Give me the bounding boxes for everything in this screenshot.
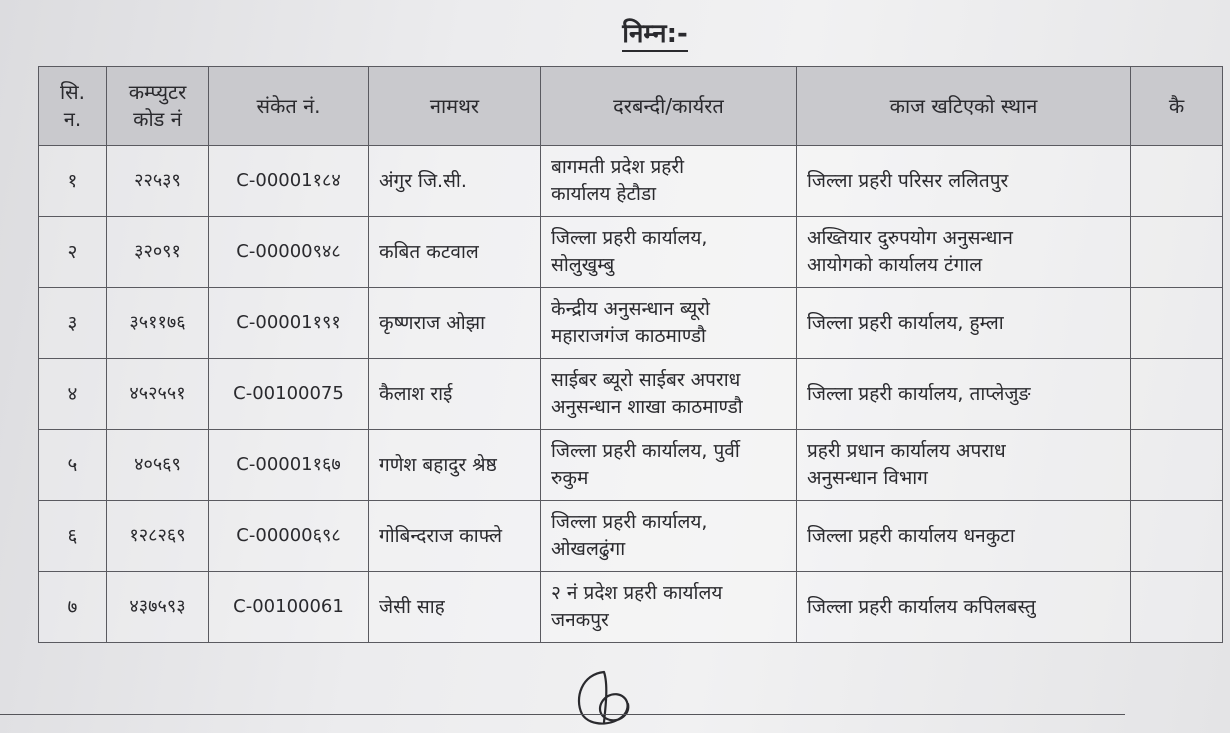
- cell-deputation-place: अख्तियार दुरुपयोग अनुसन्धान आयोगको कार्यालय टंगाल: [797, 217, 1131, 288]
- cell-remarks: [1131, 288, 1223, 359]
- personnel-table: [38, 66, 1223, 643]
- table-row: [39, 359, 1223, 430]
- cell-reference-number: C-00001१६७: [209, 430, 369, 501]
- table-row: [39, 572, 1223, 643]
- cell-computer-code: ३२०९१: [107, 217, 209, 288]
- cell-name: गणेश बहादुर श्रेष्ठ: [369, 430, 541, 501]
- table-row: [39, 430, 1223, 501]
- cell-serial: १: [39, 146, 107, 217]
- cell-name: अंगुर जि.सी.: [369, 146, 541, 217]
- cell-reference-number: C-00001१८४: [209, 146, 369, 217]
- signature-mark: [568, 664, 640, 730]
- cell-name: गोबिन्दराज काफ्ले: [369, 501, 541, 572]
- table-row: [39, 501, 1223, 572]
- cell-post: २ नं प्रदेश प्रहरी कार्यालय जनकपुर: [541, 572, 797, 643]
- table-row: [39, 146, 1223, 217]
- cell-deputation-place: जिल्ला प्रहरी कार्यालय धनकुटा: [797, 501, 1131, 572]
- cell-computer-code: १२८२६९: [107, 501, 209, 572]
- header-deputation-place: काज खटिएको स्थान: [797, 67, 1131, 146]
- cell-deputation-place: जिल्ला प्रहरी कार्यालय, हुम्ला: [797, 288, 1131, 359]
- page-title: निम्न:-: [0, 14, 1230, 50]
- cell-name: कैलाश राई: [369, 359, 541, 430]
- header-computer-code: कम्प्युटर कोड नं: [107, 67, 209, 146]
- cell-deputation-place: प्रहरी प्रधान कार्यालय अपराध अनुसन्धान विभाग: [797, 430, 1131, 501]
- cell-remarks: [1131, 217, 1223, 288]
- cell-reference-number: C-00100075: [209, 359, 369, 430]
- cell-post: जिल्ला प्रहरी कार्यालय, ओखलढुंगा: [541, 501, 797, 572]
- cell-computer-code: २२५३९: [107, 146, 209, 217]
- cell-reference-number: C-00100061: [209, 572, 369, 643]
- cell-reference-number: C-00001१९१: [209, 288, 369, 359]
- cell-name: जेसी साह: [369, 572, 541, 643]
- cell-computer-code: ३५११७६: [107, 288, 209, 359]
- cell-deputation-place: जिल्ला प्रहरी परिसर ललितपुर: [797, 146, 1131, 217]
- cell-serial: ३: [39, 288, 107, 359]
- cell-post: जिल्ला प्रहरी कार्यालय, सोलुखुम्बु: [541, 217, 797, 288]
- cell-remarks: [1131, 430, 1223, 501]
- signature-line: [0, 714, 1125, 715]
- cell-remarks: [1131, 501, 1223, 572]
- cell-computer-code: ४५२५५१: [107, 359, 209, 430]
- table-row: [39, 288, 1223, 359]
- cell-computer-code: ४३७५९३: [107, 572, 209, 643]
- cell-deputation-place: जिल्ला प्रहरी कार्यालय कपिलबस्तु: [797, 572, 1131, 643]
- cell-post: साईबर ब्यूरो साईबर अपराध अनुसन्धान शाखा काठमाण्डौ: [541, 359, 797, 430]
- cell-remarks: [1131, 146, 1223, 217]
- table-header-row: [39, 67, 1223, 146]
- header-post: दरबन्दी/कार्यरत: [541, 67, 797, 146]
- header-remarks: कै: [1131, 67, 1223, 146]
- cell-serial: ४: [39, 359, 107, 430]
- cell-serial: ७: [39, 572, 107, 643]
- cell-post: बागमती प्रदेश प्रहरी कार्यालय हेटौडा: [541, 146, 797, 217]
- cell-serial: ६: [39, 501, 107, 572]
- cell-post: जिल्ला प्रहरी कार्यालय, पुर्वी रुकुम: [541, 430, 797, 501]
- cell-name: कबित कटवाल: [369, 217, 541, 288]
- table-row: [39, 217, 1223, 288]
- header-serial: सि. न.: [39, 67, 107, 146]
- cell-serial: २: [39, 217, 107, 288]
- cell-serial: ५: [39, 430, 107, 501]
- cell-remarks: [1131, 359, 1223, 430]
- cell-reference-number: C-00000६९८: [209, 501, 369, 572]
- cell-post: केन्द्रीय अनुसन्धान ब्यूरो महाराजगंज काठमाण्डौ: [541, 288, 797, 359]
- cell-reference-number: C-00000९४८: [209, 217, 369, 288]
- header-name: नामथर: [369, 67, 541, 146]
- cell-computer-code: ४०५६९: [107, 430, 209, 501]
- cell-deputation-place: जिल्ला प्रहरी कार्यालय, ताप्लेजुङ: [797, 359, 1131, 430]
- header-reference-number: संकेत नं.: [209, 67, 369, 146]
- cell-name: कृष्णराज ओझा: [369, 288, 541, 359]
- cell-remarks: [1131, 572, 1223, 643]
